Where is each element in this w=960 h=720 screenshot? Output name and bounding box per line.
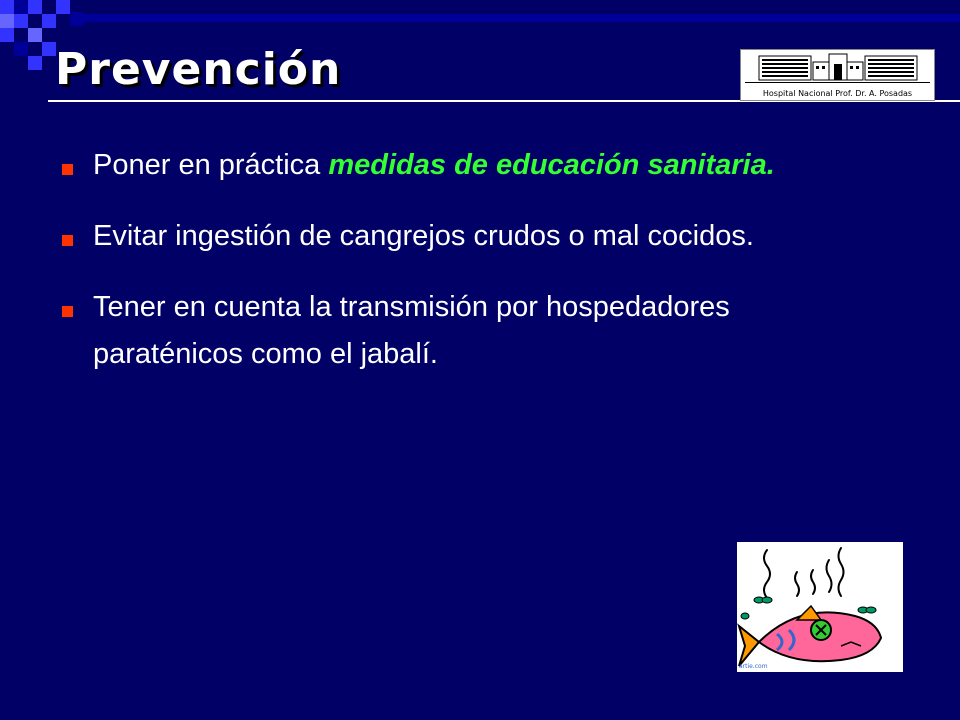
bullet-item	[62, 142, 822, 189]
square-bullet-icon	[62, 306, 73, 317]
bullet-text: Poner en práctica medidas de educación sanitaria.	[93, 149, 775, 181]
hospital-building-icon	[741, 52, 934, 88]
rotten-fish-clipart	[737, 542, 903, 672]
slide-title: Prevención	[55, 44, 342, 95]
bullet-text: Evitar ingestión de cangrejos crudos o mal cocidos.	[93, 220, 754, 252]
bullet-list	[62, 142, 822, 402]
square-bullet-icon	[62, 235, 73, 246]
bullet-item	[62, 213, 822, 260]
bullet-item	[62, 284, 822, 378]
bullet-text: Tener en cuenta la transmisión por hospedadores paraténicos como el jabalí.	[93, 291, 730, 370]
highlighted-text: medidas de educación sanitaria.	[328, 149, 775, 181]
hospital-logo	[740, 49, 935, 101]
logo-caption: Hospital Nacional Prof. Dr. A. Posadas	[762, 89, 913, 98]
clipart-credit: artie.com	[739, 663, 768, 670]
rotten-fish-icon	[737, 542, 903, 672]
square-bullet-icon	[62, 164, 73, 175]
